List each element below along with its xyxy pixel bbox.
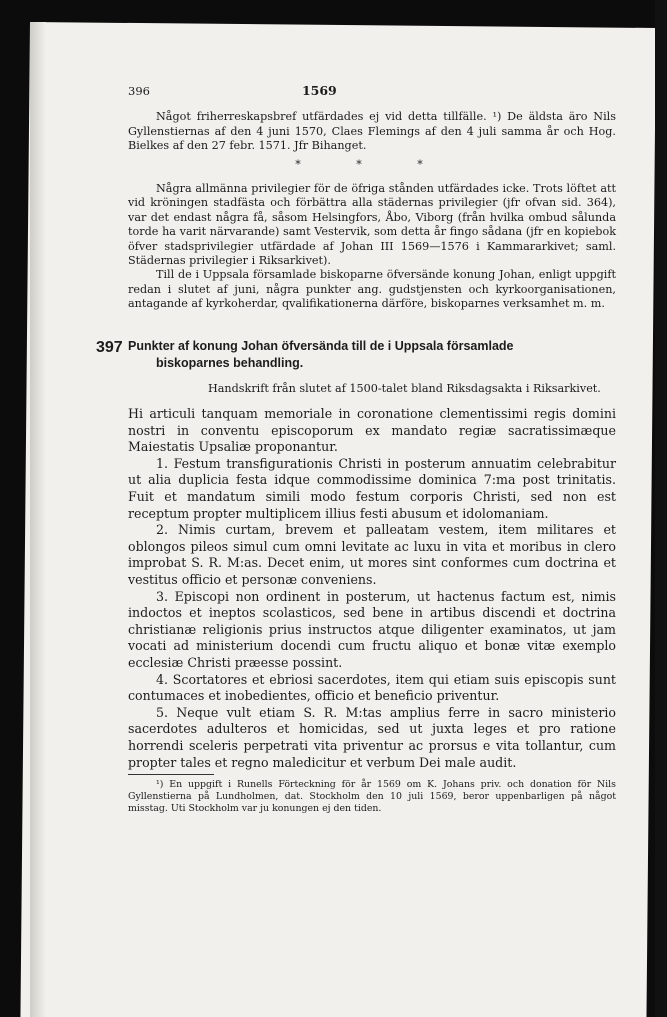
article-1: 1. Festum transfigurationis Christi in posterum annuatim celebrabitur ut alia duplicia festa idque commodissime dominica 7:ma post trinitatis. Fuit et mandatum simili modo festum corporis Christi, sed non est receptum propter multiplicem illius festi abusum et idolomaniam. (128, 455, 616, 521)
document-heading (96, 338, 616, 372)
article-5: 5. Neque vult etiam S. R. M:tas amplius ferre in sacro ministerio sacerdotes adulteros et homicidas, sed ut juxta leges et pro ratione horrendi sceleris perpetrati vita priventur ac prorsus e vita tollantur, cum propter tales et regno maledicitur et verbum Dei male audit. (128, 704, 616, 770)
privilege-paragraph-1: Några allmänna privilegier för de öfriga stånden utfärdades icke. Trots löftet att vid kröningen stadfästa och förbättra alla städernas privilegier (jfr ofvan sid. 364), var det endast några få, såsom Helsingfors, Åbo, Viborg (från hvilka ombud sålunda torde ha varit närvarande) samt Vestervik, som detta år fingo sådana (jfr en kopiebok öfver stadsprivilegier utfärdade af Johan III 1569—1576 i Kammararkivet; saml. Städernas privilegier i Riksarkivet). (128, 182, 616, 268)
article-2: 2. Nimis curtam, brevem et palleatam vestem, item militares et oblongos pileos simul cum omni levitate ac luxu in vita et moribus in clero improbat S. R. M:as. Decet enim, ut mores sint conformes cum doctrina et vestitus officio et personæ conveniens. (128, 522, 616, 588)
page-gutter-shadow (30, 22, 46, 1017)
footnote-rule (128, 774, 214, 775)
latin-text (128, 406, 616, 771)
document-number: 397 (96, 338, 123, 356)
privilege-paragraph-2: Till de i Uppsala församlade biskoparne öfversände konung Johan, enligt uppgift redan i slutet af juni, några punkter ang. gudstjensten och kyrkoorganisationen, antagande af kyrkoherdar, qvalifikationerna därföre, biskoparnes verksamhet m. m. (128, 268, 616, 311)
footnote (128, 779, 616, 814)
article-3: 3. Episcopi non ordinent in posterum, ut hactenus factum est, nimis indoctos et ineptos scolasticos, sed bene in artibus discendi et doctrina christianæ religionis prius instructos atque diligenter examinatos, ut jam vocati ad ministerium docendi cum fructu aliquo et bonæ vitæ exemplo ecclesiæ Christi præesse possint. (128, 588, 616, 670)
scan-border (655, 0, 667, 1017)
page-number: 396 (128, 84, 150, 98)
footnote-marker: ¹) (156, 779, 164, 791)
latin-intro: Hi articuli tanquam memoriale in coronatione clementissimi regis domini nostri in conventu episcoporum ex mandato regiæ sacratissimæque Maiestatis Upsaliæ proponantur. (128, 406, 616, 455)
footnote-text: En uppgift i Runells Förteckning för år 1569 om K. Johans priv. och donation för Nils Gyllenstierna på Lundholmen, dat. Stockholm den 10 juli 1569, beror uppenbarligen på något misstag. Uti Stockholm var ju konungen ej den tiden. (128, 779, 616, 814)
intro-paragraph: Något friherreskapsbref utfärdades ej vid detta tillfälle. ¹) De äldsta äro Nils Gyllenstiernas af den 4 juni 1570, Claes Flemings af den 4 juli samma år och Hog. Bielkes af den 27 febr. 1571. Jfr Bihanget. (128, 110, 616, 153)
document-title-line-1: Punkter af konung Johan öfversända till de i Uppsala församlade (128, 338, 514, 353)
page-text-block (96, 83, 616, 815)
section-separator: * * * (295, 157, 449, 171)
article-4: 4. Scortatores et ebriosi sacerdotes, item qui etiam suis episcopis sunt contumaces et inobedientes, officio et beneficio priventur. (128, 671, 616, 704)
source-note: Handskrift från slutet af 1500-talet bland Riksdagsakta i Riksarkivet. (208, 381, 601, 395)
running-head-year: 1569 (301, 83, 337, 98)
running-head (128, 84, 616, 98)
document-title-line-2: biskoparnes behandling. (156, 355, 304, 370)
